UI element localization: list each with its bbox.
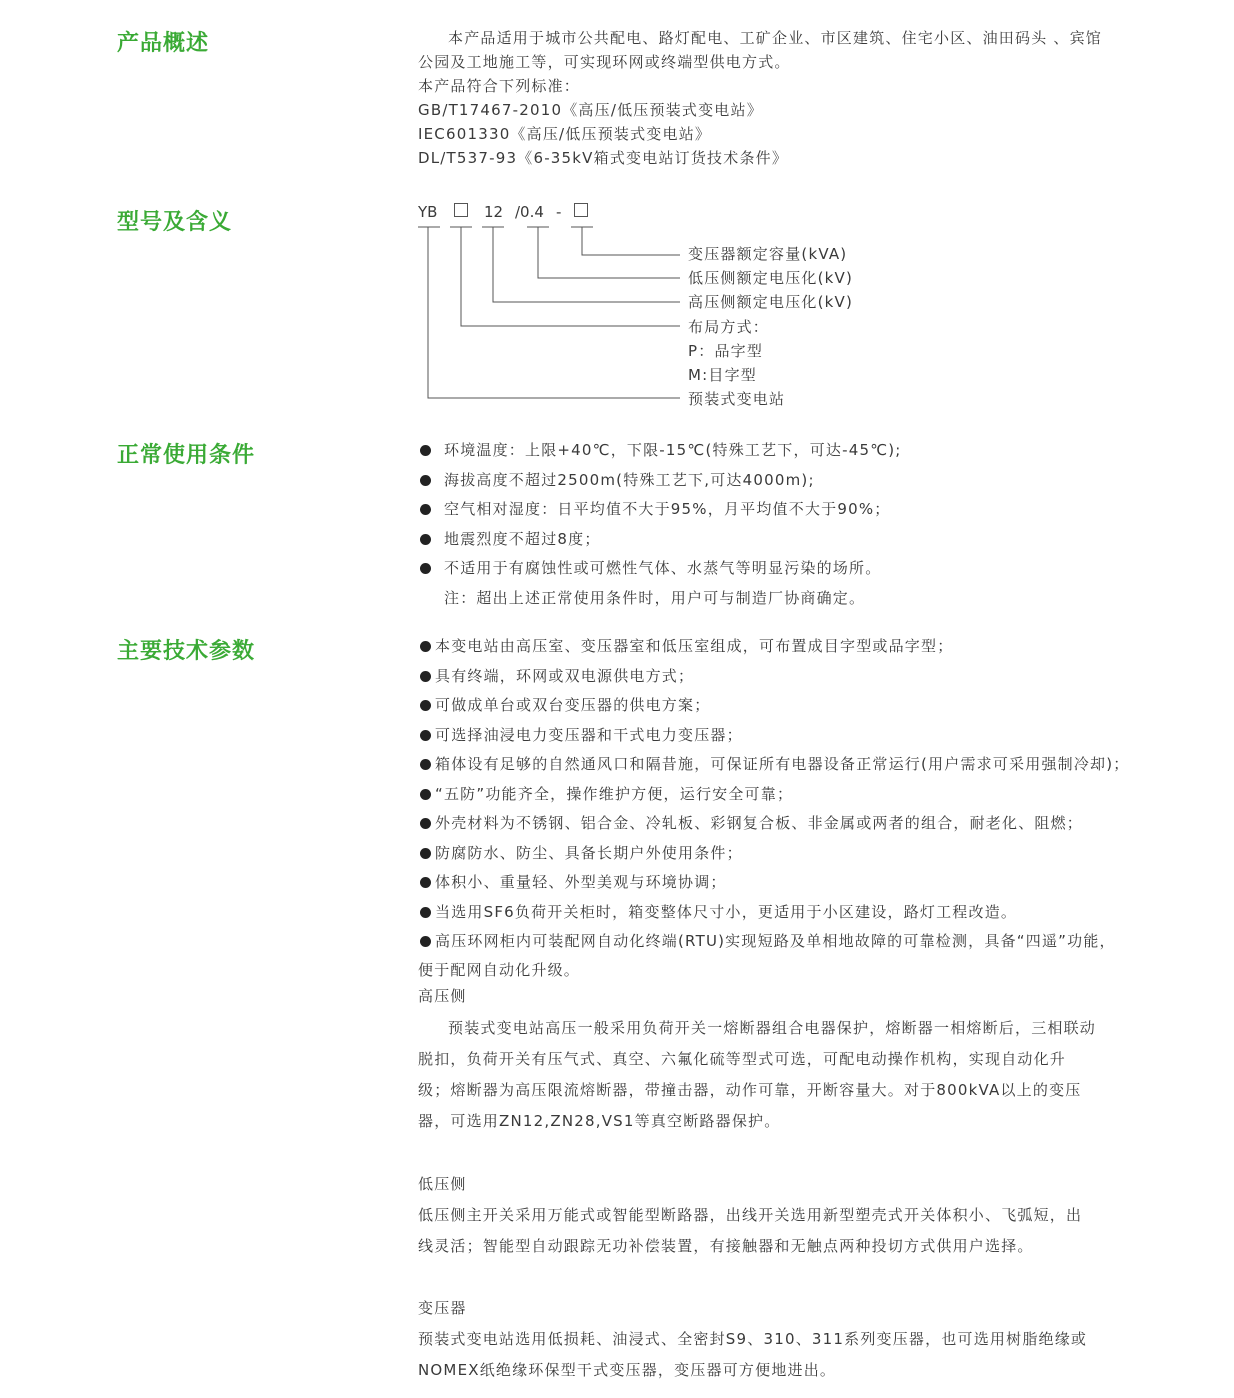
overview-line: 公园及工地施工等，可实现环网或终端型供电方式。 [418, 53, 791, 71]
standard-item: IEC601330《高压/低压预装式变电站》 [418, 125, 712, 143]
condition-item: 环境温度：上限+40℃，下限-15℃(特殊工艺下，可达-45℃); [418, 436, 1153, 466]
standard-item: DL/T537-93《6-35kV箱式变电站订货技术条件》 [418, 149, 789, 167]
condition-item: 不适用于有腐蚀性或可燃性气体、水蒸气等明显污染的场所。 [418, 554, 1153, 584]
param-item: 当选用SF6负荷开关柜时，箱变整体尺寸小，更适用于小区建设，路灯工程改造。 [418, 898, 1153, 928]
model-code-prefix: YB [418, 203, 438, 221]
overview-line: 本产品适用于城市公共配电、路灯配电、工矿企业、市区建筑、住宅小区、油田码头 、宾馆 [448, 29, 1102, 47]
bullet-icon [420, 907, 431, 918]
bullet-icon [420, 563, 431, 574]
bullet-icon [420, 789, 431, 800]
bullet-icon [420, 475, 431, 486]
params-heading: 主要技术参数 [117, 639, 256, 664]
lv-paragraph: 低压侧主开关采用万能式或智能型断路器，出线开关选用新型塑壳式开关体积小、飞弧短，出 线灵活；智能型自动跟踪无功补偿装置，有接触器和无触点两种投切方式供用户选择。 [418, 1205, 1083, 1255]
legend-item: 变压器额定容量(kVA) [688, 245, 848, 263]
model-diagram-lines [0, 0, 1234, 420]
hv-paragraph: 预装式变电站高压一般采用负荷开关一熔断器组合电器保护，熔断器一相熔断后，三相联动 脱扣，负荷开关有压气式、真空、六氟化硫等型式可选，可配电动操作机构，实现自动化升 级；熔断器为高压限流熔断器，带撞击器，动作可靠，开断容量大。对于800kVA以上的变压 器，可选用ZN12,ZN28,VS1等真空断路器保护。 [418, 1018, 1097, 1130]
legend-item: 布局方式： [688, 317, 770, 336]
bullet-icon [420, 877, 431, 888]
conditions-section [418, 436, 1153, 613]
bullet-icon [420, 730, 431, 741]
bullet-icon [420, 641, 431, 652]
params-section [418, 632, 1153, 1386]
param-item: 具有终端，环网或双电源供电方式； [418, 662, 1153, 692]
conditions-note: 注：超出上述正常使用条件时，用户可与制造厂协商确定。 [444, 588, 866, 607]
placeholder-box-icon [454, 203, 468, 217]
param-item: 高压环网柜内可装配网自动化终端(RTU)实现短路及单相地故障的可靠检测，具备“四遥”功能， [418, 927, 1153, 957]
param-item-continuation: 便于配网自动化升级。 [418, 960, 581, 979]
condition-item: 地震烈度不超过8度； [418, 525, 1153, 555]
lv-subtitle: 低压侧 [418, 1174, 467, 1193]
hv-subtitle: 高压侧 [418, 986, 467, 1005]
bullet-icon [420, 936, 431, 947]
param-item: 箱体设有足够的自然通风口和隔昔施，可保证所有电器设备正常运行(用户需求可采用强制冷却)； [418, 750, 1153, 780]
transformer-subtitle: 变压器 [418, 1298, 467, 1317]
standards-intro: 本产品符合下列标准： [418, 77, 581, 95]
bullet-icon [420, 671, 431, 682]
model-legend [688, 242, 853, 411]
param-item: 体积小、重量轻、外型美观与环境协调； [418, 868, 1153, 898]
condition-item: 空气相对湿度：日平均值不大于95%，月平均值不大于90%； [418, 495, 1153, 525]
transformer-paragraph: 预装式变电站选用低损耗、油浸式、全密封S9、310、311系列变压器，也可选用树脂绝缘或 NOMEX纸绝缘环保型干式变压器，变压器可方便地进出。 [418, 1329, 1088, 1379]
model-heading: 型号及含义 [117, 210, 233, 235]
param-item: 防腐防水、防尘、具备长期户外使用条件； [418, 839, 1153, 869]
legend-item: 高压侧额定电压化(kV) [688, 293, 854, 312]
bullet-icon [420, 445, 431, 456]
legend-item: M:目字型 [688, 366, 757, 385]
condition-item: 海拔高度不超过2500m(特殊工艺下,可达4000m); [418, 466, 1153, 496]
overview-heading: 产品概述 [117, 31, 210, 56]
bullet-icon [420, 759, 431, 770]
bullet-icon [420, 848, 431, 859]
model-code-lv: /0.4 [515, 203, 544, 221]
param-item: “五防”功能齐全，操作维护方便，运行安全可靠； [418, 780, 1153, 810]
model-code-dash: - [556, 203, 562, 221]
conditions-heading: 正常使用条件 [117, 443, 256, 468]
legend-item: 低压侧额定电压化(kV) [688, 269, 854, 288]
param-item: 可选择油浸电力变压器和干式电力变压器； [418, 721, 1153, 751]
param-item: 外壳材料为不锈钢、铝合金、冷轧板、彩钢复合板、非金属或两者的组合，耐老化、阻燃； [418, 809, 1153, 839]
param-item: 本变电站由高压室、变压器室和低压室组成，可布置成目字型或品字型； [418, 632, 1153, 662]
bullet-icon [420, 504, 431, 515]
model-code-voltage: 12 [484, 203, 504, 221]
bullet-icon [420, 534, 431, 545]
legend-item: P：品字型 [688, 341, 764, 360]
param-item: 可做成单台或双台变压器的供电方案； [418, 691, 1153, 721]
bullet-icon [420, 700, 431, 711]
standard-item: GB/T17467-2010《高压/低压预装式变电站》 [418, 101, 763, 119]
legend-item: 预装式变电站 [688, 390, 786, 409]
placeholder-box-icon [574, 203, 588, 217]
bullet-icon [420, 818, 431, 829]
